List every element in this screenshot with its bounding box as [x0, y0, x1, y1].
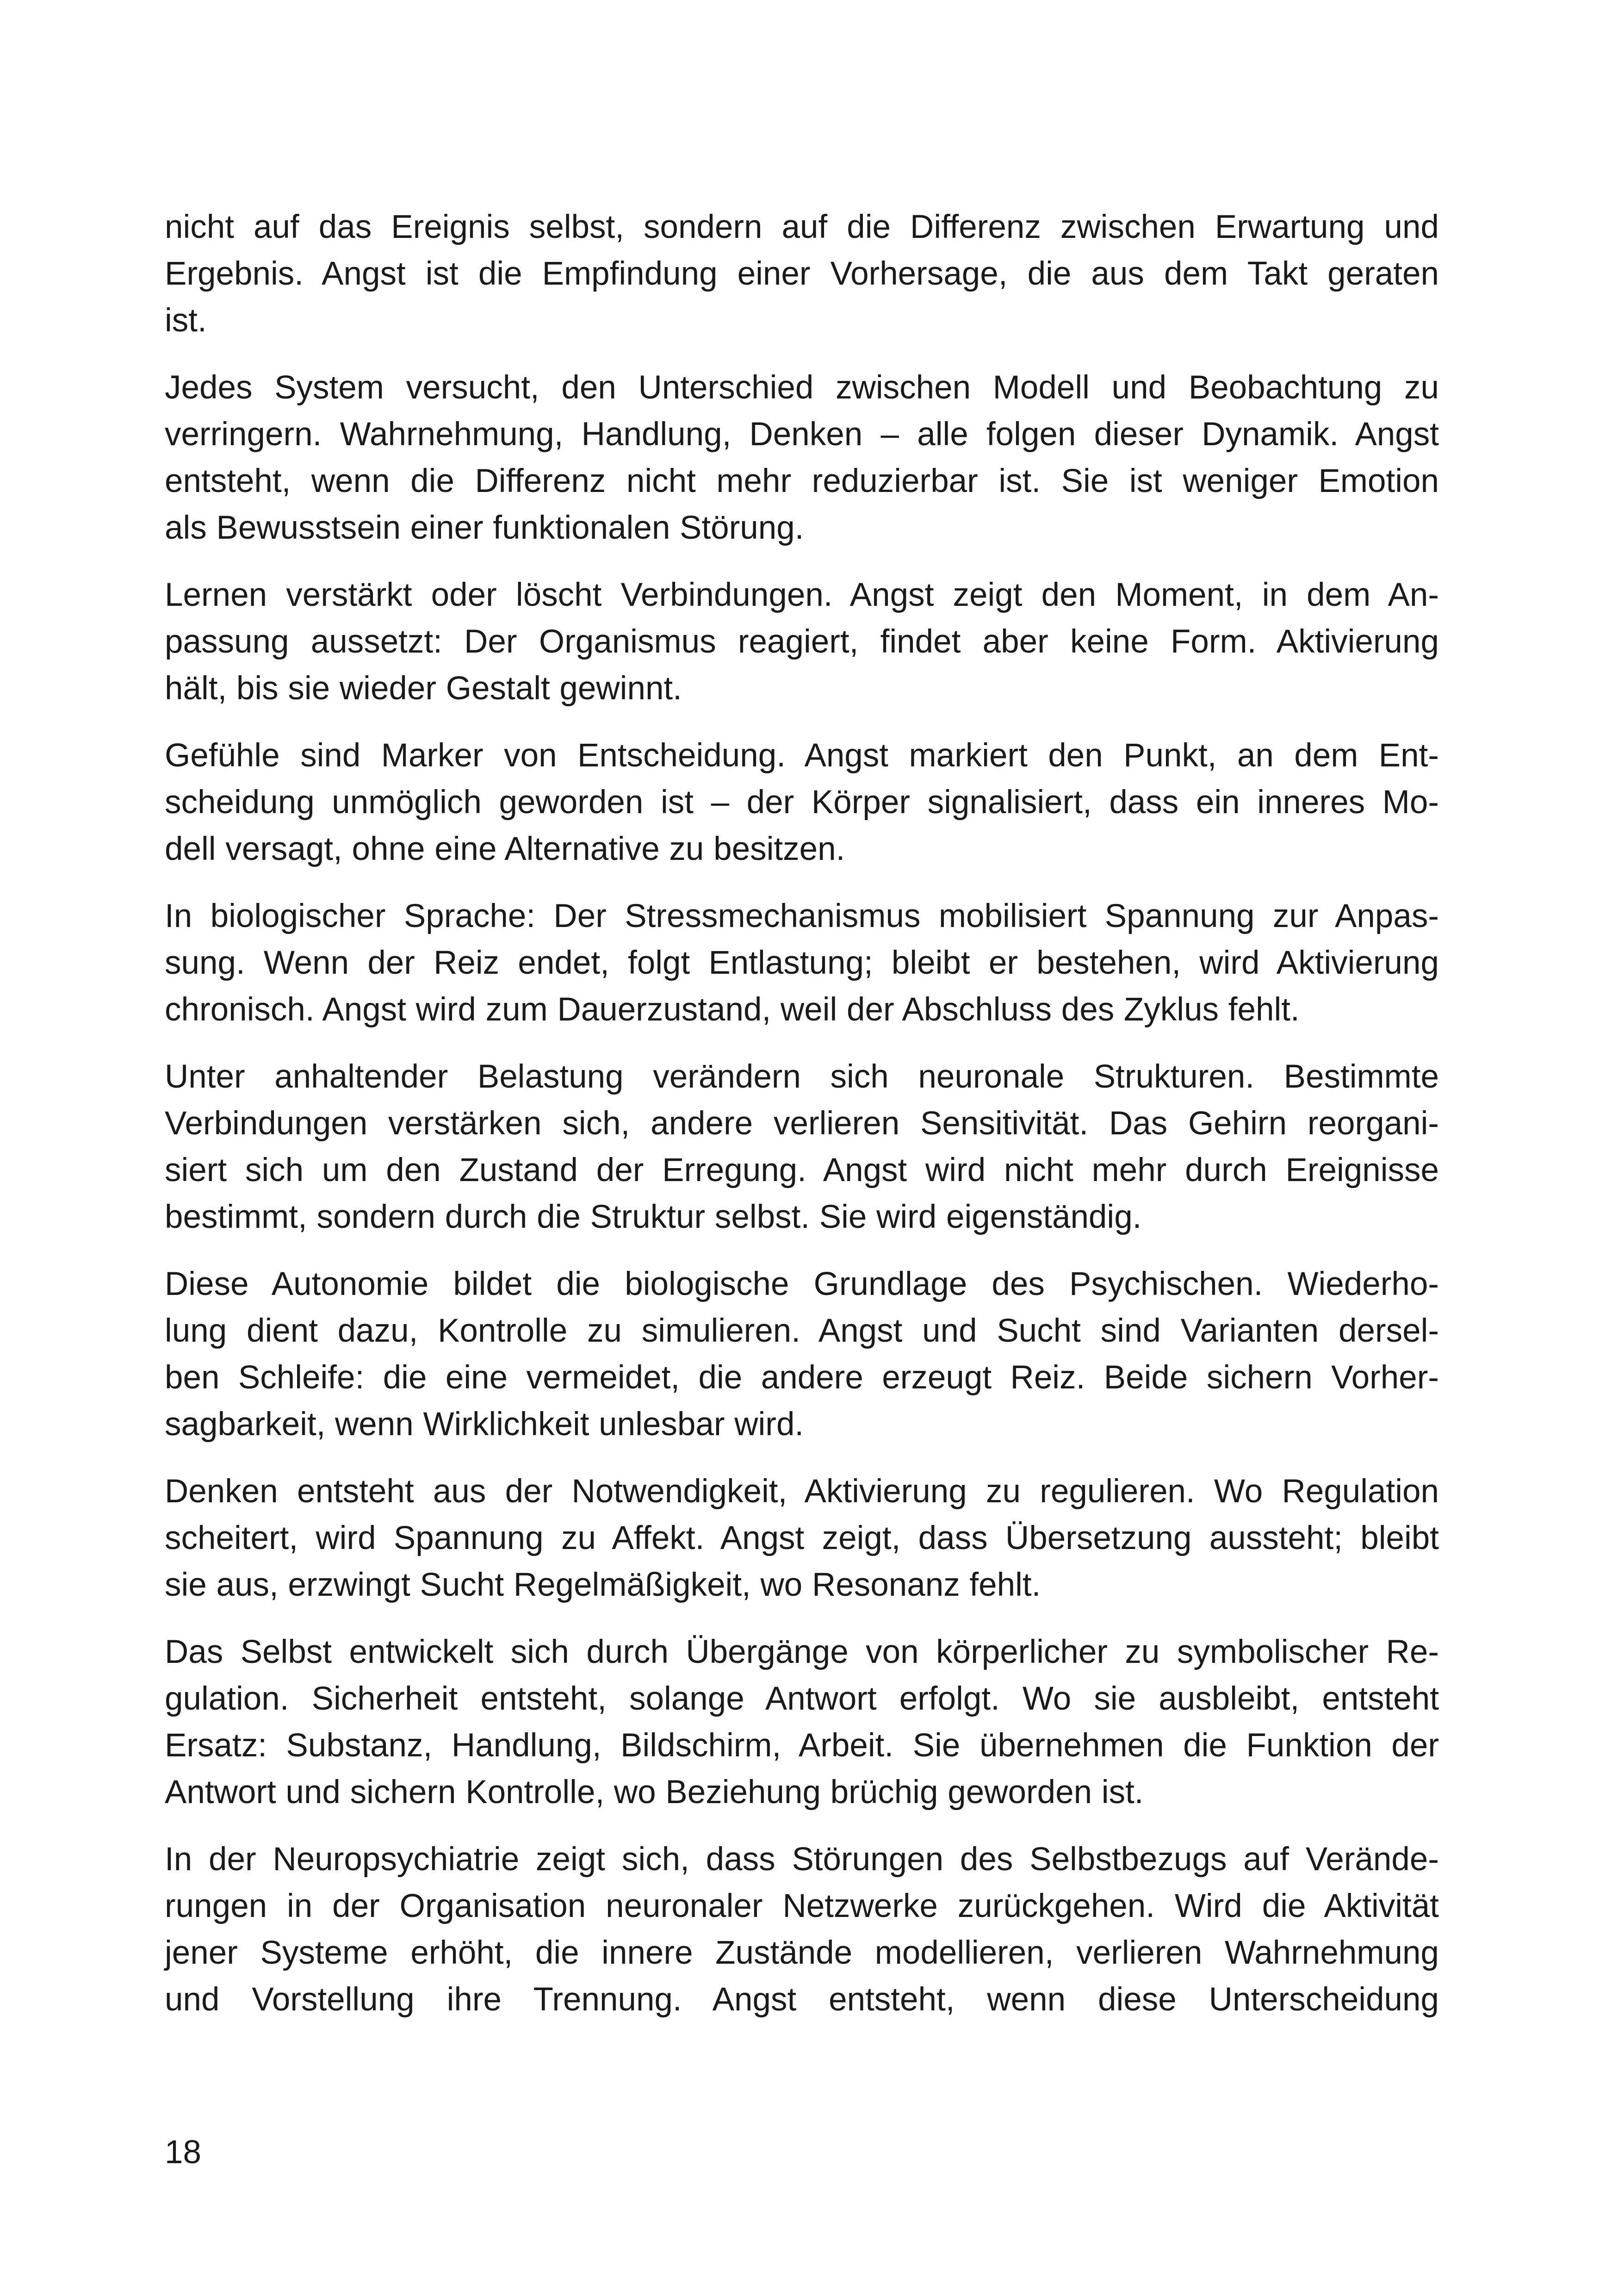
text-line: sie aus, erzwingt Sucht Regelmäßigkeit, wo Resonanz fehlt. [165, 1567, 1041, 1603]
paragraph [165, 732, 1439, 872]
text-line: jener Systeme erhöht, die innere Zustände modellieren, verlieren Wahrnehmung [165, 1935, 1439, 1971]
text-line: Diese Autonomie bildet die biologische Grundlage des Psychischen. Wiederho- [165, 1266, 1439, 1302]
page-number: 18 [165, 2134, 201, 2171]
text-line: entsteht, wenn die Differenz nicht mehr reduzierbar ist. Sie ist weniger Emotion [165, 463, 1439, 499]
text-line: In der Neuropsychiatrie zeigt sich, dass Störungen des Selbstbezugs auf Verände- [165, 1841, 1439, 1878]
paragraph [165, 1836, 1439, 2023]
text-line: als Bewusstsein einer funktionalen Störung. [165, 510, 804, 546]
text-line: Antwort und sichern Kontrolle, wo Beziehung brüchig geworden ist. [165, 1774, 1144, 1811]
paragraph [165, 364, 1439, 551]
text-line: hält, bis sie wieder Gestalt gewinnt. [165, 670, 682, 707]
text-line: siert sich um den Zustand der Erregung. Angst wird nicht mehr durch Ereignisse [165, 1152, 1439, 1188]
text-line: Ergebnis. Angst ist die Empfindung einer Vorhersage, die aus dem Takt geraten [165, 255, 1439, 292]
text-line: Denken entsteht aus der Notwendigkeit, Aktivierung zu regulieren. Wo Regulation [165, 1473, 1439, 1510]
text-line: nicht auf das Ereignis selbst, sondern auf die Differenz zwischen Erwartung und [165, 209, 1439, 245]
text-line: Ersatz: Substanz, Handlung, Bildschirm, Arbeit. Sie übernehmen die Funktion der [165, 1727, 1439, 1764]
text-line: bestimmt, sondern durch die Struktur selbst. Sie wird eigenständig. [165, 1199, 1142, 1235]
text-line: Verbindungen verstärken sich, andere verlieren Sensitivität. Das Gehirn reorgani- [165, 1105, 1439, 1142]
paragraph [165, 572, 1439, 712]
text-line: und Vorstellung ihre Trennung. Angst entsteht, wenn diese Unterscheidung [165, 1981, 1439, 2018]
text-line: sung. Wenn der Reiz endet, folgt Entlastung; bleibt er bestehen, wird Aktivierung [165, 945, 1439, 981]
paragraph [165, 1629, 1439, 1816]
text-line: Lernen verstärkt oder löscht Verbindungen. Angst zeigt den Moment, in dem An- [165, 577, 1439, 613]
text-line: Gefühle sind Marker von Entscheidung. Angst markiert den Punkt, an dem Ent- [165, 737, 1439, 774]
text-line: Unter anhaltender Belastung verändern sich neuronale Strukturen. Bestimmte [165, 1058, 1439, 1095]
body-text [165, 204, 1439, 2023]
text-line: gulation. Sicherheit entsteht, solange Antwort erfolgt. Wo sie ausbleibt, entsteht [165, 1680, 1439, 1717]
text-line: lung dient dazu, Kontrolle zu simulieren. Angst und Sucht sind Varianten dersel- [165, 1313, 1439, 1349]
text-line: scheidung unmöglich geworden ist – der Körper signalisiert, dass ein inneres Mo- [165, 784, 1439, 821]
text-line: chronisch. Angst wird zum Dauerzustand, weil der Abschluss des Zyklus fehlt. [165, 991, 1300, 1028]
text-line: Jedes System versucht, den Unterschied zwischen Modell und Beobachtung zu [165, 369, 1439, 406]
text-line: Das Selbst entwickelt sich durch Übergänge von körperlicher zu symbolischer Re- [165, 1634, 1439, 1670]
paragraph [165, 1261, 1439, 1448]
paragraph [165, 893, 1439, 1033]
text-line: passung aussetzt: Der Organismus reagiert, findet aber keine Form. Aktivierung [165, 623, 1439, 660]
text-line: rungen in der Organisation neuronaler Netzwerke zurückgehen. Wird die Aktivität [165, 1888, 1439, 1924]
text-line: ben Schleife: die eine vermeidet, die andere erzeugt Reiz. Beide sichern Vorher- [165, 1359, 1439, 1396]
text-line: ist. [165, 302, 207, 339]
text-line: sagbarkeit, wenn Wirklichkeit unlesbar wird. [165, 1406, 804, 1443]
paragraph [165, 1053, 1439, 1240]
text-line: dell versagt, ohne eine Alternative zu besitzen. [165, 831, 845, 867]
paragraph [165, 1468, 1439, 1608]
text-line: scheitert, wird Spannung zu Affekt. Angst zeigt, dass Übersetzung aussteht; bleibt [165, 1520, 1439, 1556]
text-line: verringern. Wahrnehmung, Handlung, Denken – alle folgen dieser Dynamik. Angst [165, 416, 1439, 453]
paragraph [165, 204, 1439, 344]
text-line: In biologischer Sprache: Der Stressmechanismus mobilisiert Spannung zur Anpas- [165, 898, 1439, 934]
